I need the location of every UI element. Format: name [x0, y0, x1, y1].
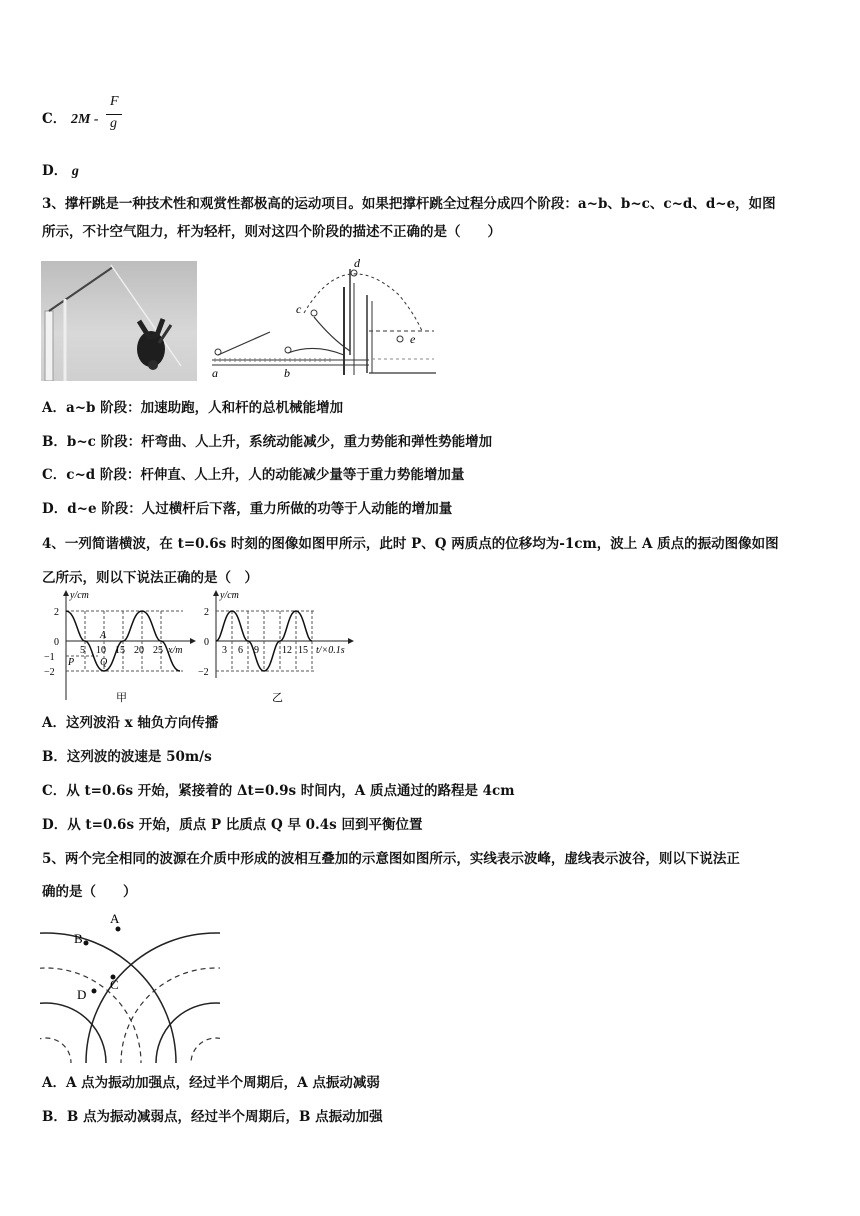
graph-caption: 甲: [116, 692, 127, 704]
option-letter: D．: [42, 163, 68, 179]
axis-label-x: x/m: [168, 645, 183, 656]
x-tick: 20: [134, 645, 144, 656]
fig-label-a: a: [212, 366, 218, 380]
wave-graph-jia: [38, 588, 198, 706]
q4-option-a: A．这列波沿 x 轴负方向传播: [42, 715, 219, 731]
pole-vault-photo-art: [41, 261, 197, 381]
option-letter: C．: [42, 111, 67, 127]
q3-option-d: D．d~e 阶段：人过横杆后下落，重力所做的功等于人动能的增加量: [42, 501, 453, 517]
wave-graph-yi: [198, 588, 368, 706]
q5-option-b: B．B 点为振动减弱点，经过半个周期后，B 点振动加强: [42, 1109, 383, 1125]
q5-option-a: A．A 点为振动加强点，经过半个周期后，A 点振动减弱: [42, 1075, 380, 1091]
point-label-q: Q: [100, 657, 108, 668]
option-d-prev: [42, 159, 79, 180]
fig-label-e: e: [410, 332, 416, 346]
y-tick: 2: [204, 607, 209, 618]
axis-label-x: t/×0.1s: [316, 645, 345, 656]
q5-stem-line1: 5、两个完全相同的波源在介质中形成的波相互叠加的示意图如图所示，实线表示波峰，虚线表示波谷，则以下说法正: [42, 851, 740, 867]
x-tick: 12: [282, 645, 292, 656]
y-tick: −1: [44, 652, 55, 663]
axis-label-y: y/cm: [70, 590, 89, 601]
y-tick: 0: [54, 637, 59, 648]
x-tick: 6: [238, 645, 243, 656]
q4-stem-line1: 4、一列简谐横波，在 t=0.6s 时刻的图像如图甲所示，此时 P、Q 两质点的位移均为-1cm，波上 A 质点的振动图像如图: [42, 536, 779, 552]
y-tick: 2: [54, 607, 59, 618]
point-label-a: A: [100, 630, 107, 641]
y-tick: 0: [204, 637, 209, 648]
fraction-denominator: g: [110, 116, 117, 131]
q3-option-b: B．b~c 阶段：杆弯曲、人上升，系统动能减少，重力势能和弹性势能增加: [42, 434, 493, 450]
fig-label-c: c: [296, 302, 302, 316]
y-tick: −2: [198, 667, 209, 678]
x-tick: 9: [254, 645, 259, 656]
q3-stem-line2: 所示，不计空气阻力，杆为轻杆，则对这四个阶段的描述不正确的是（ ）: [42, 224, 501, 240]
option-c-prev: [42, 107, 99, 128]
q3-option-a: A．a~b 阶段：加速助跑，人和杆的总机械能增加: [42, 400, 344, 416]
option-expression: 2M -: [70, 112, 99, 127]
point-label-p: P: [68, 657, 75, 668]
fraction-bar: [106, 114, 122, 115]
fig-label-b: b: [284, 366, 290, 380]
q4-option-d: D．从 t=0.6s 开始，质点 P 比质点 Q 早 0.4s 回到平衡位置: [42, 817, 423, 833]
q5-stem-line2: 确的是（ ）: [42, 884, 137, 900]
fig-label-d: d: [354, 256, 360, 270]
axis-label-y: y/cm: [220, 590, 239, 601]
x-tick: 15: [115, 645, 125, 656]
q4-option-b: B．这列波的波速是 50m/s: [42, 749, 212, 765]
fig-label-c: C: [110, 977, 119, 992]
q4-stem-line2: 乙所示，则以下说法正确的是（ ）: [42, 570, 258, 586]
x-tick: 15: [298, 645, 308, 656]
x-tick: 5: [80, 645, 85, 656]
y-tick: −2: [44, 667, 55, 678]
x-tick: 10: [96, 645, 106, 656]
wave-interference-diagram: [40, 905, 220, 1065]
pole-vault-photo: [41, 261, 197, 381]
pole-vault-diagram: [204, 255, 452, 385]
x-tick: 25: [153, 645, 163, 656]
fig-label-a: A: [110, 911, 120, 926]
q3-stem-line1: 3、撑杆跳是一种技术性和观赏性都极高的运动项目。如果把撑杆跳全过程分成四个阶段：a~b、b~c、c~d、d~e，如图: [42, 196, 776, 212]
x-tick: 3: [222, 645, 227, 656]
fraction-f-over-g: [104, 94, 122, 134]
fig-label-b: B: [74, 931, 83, 946]
q4-option-c: C．从 t=0.6s 开始，紧接着的 Δt=0.9s 时间内，A 质点通过的路程是 4cm: [42, 783, 515, 799]
option-expression: g: [71, 164, 79, 179]
fraction-numerator: F: [110, 94, 119, 109]
fig-label-d: D: [77, 987, 87, 1002]
q3-option-c: C．c~d 阶段：杆伸直、人上升，人的动能减少量等于重力势能增加量: [42, 467, 465, 483]
graph-caption: 乙: [272, 692, 283, 704]
